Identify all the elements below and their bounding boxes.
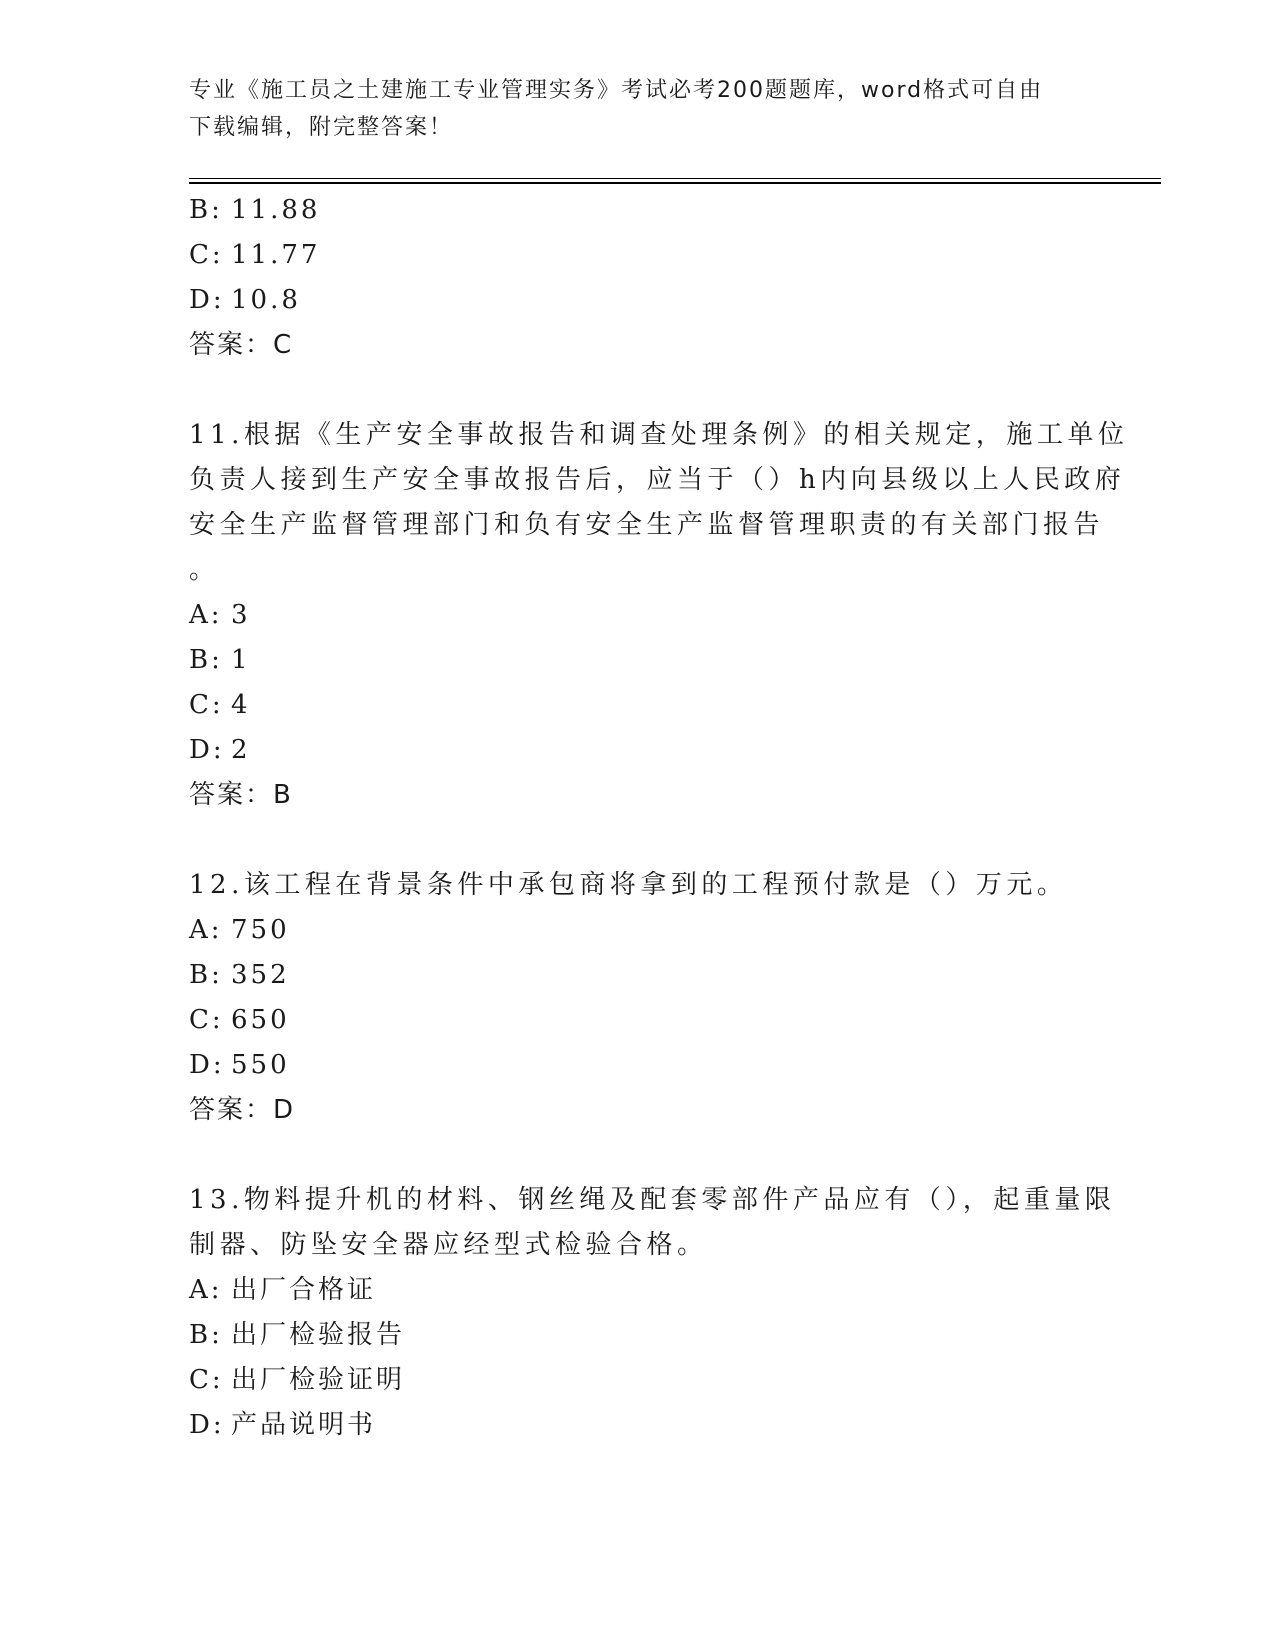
option-key: C: xyxy=(189,240,224,270)
q13-option-d xyxy=(189,1408,376,1442)
q11-stem-line-3: 安全生产监督管理部门和负有安全生产监督管理职责的有关部门报告 xyxy=(189,510,1105,540)
q12-option-c xyxy=(189,1003,290,1037)
option-key: D: xyxy=(189,735,225,765)
option-key: A: xyxy=(189,600,223,630)
option-text: 11.88 xyxy=(231,195,321,225)
q11-option-c xyxy=(189,688,251,722)
header-line-2: 下载编辑，附完整答案！ xyxy=(189,115,454,140)
q13-option-b xyxy=(189,1318,405,1352)
option-key: D: xyxy=(189,1050,225,1080)
header-line-1: 专业《施工员之土建施工专业管理实务》考试必考200题题库，word格式可自由 xyxy=(189,78,1044,103)
option-text: 出厂合格证 xyxy=(231,1275,377,1305)
option-key: B: xyxy=(189,195,223,225)
q10-option-d xyxy=(189,283,301,317)
option-key: D: xyxy=(189,285,225,315)
option-text: 11.77 xyxy=(231,240,321,270)
option-key: D: xyxy=(189,1410,225,1440)
q13-option-a xyxy=(189,1273,376,1307)
q13-stem-line-1: 13.物料提升机的材料、钢丝绳及配套零部件产品应有（），起重量限 xyxy=(189,1185,1116,1215)
option-key: C: xyxy=(189,1365,224,1395)
q12-stem-line-1: 12.该工程在背景条件中承包商将拿到的工程预付款是（）万元。 xyxy=(189,870,1068,900)
q12-option-b xyxy=(189,958,290,992)
option-text: 出厂检验报告 xyxy=(231,1320,406,1350)
option-key: C: xyxy=(189,690,224,720)
option-text: 650 xyxy=(231,1005,290,1035)
option-text: 550 xyxy=(231,1050,290,1080)
header-divider-thin xyxy=(189,178,1161,179)
option-key: B: xyxy=(189,960,223,990)
q11-stem-line-4: 。 xyxy=(189,555,220,585)
q11-stem-line-1: 11.根据《生产安全事故报告和调查处理条例》的相关规定，施工单位 xyxy=(189,420,1129,450)
q13-option-c xyxy=(189,1363,405,1397)
option-text: 2 xyxy=(231,735,251,765)
q12-option-d xyxy=(189,1048,290,1082)
header-divider-thick xyxy=(189,182,1161,184)
option-text: 750 xyxy=(231,915,290,945)
q11-stem-line-2: 负责人接到生产安全事故报告后，应当于（）h内向县级以上人民政府 xyxy=(189,465,1126,495)
option-text: 出厂检验证明 xyxy=(231,1365,406,1395)
option-text: 1 xyxy=(231,645,251,675)
q12-option-a xyxy=(189,913,290,947)
option-text: 产品说明书 xyxy=(231,1410,377,1440)
q10-answer: 答案：C xyxy=(189,330,294,360)
option-key: B: xyxy=(189,645,223,675)
q11-option-d xyxy=(189,733,251,767)
option-text: 10.8 xyxy=(231,285,301,315)
option-text: 4 xyxy=(231,690,251,720)
option-key: A: xyxy=(189,915,223,945)
option-text: 3 xyxy=(231,600,251,630)
q10-option-c xyxy=(189,238,320,272)
q11-option-b xyxy=(189,643,251,677)
q10-option-b xyxy=(189,193,320,227)
q11-option-a xyxy=(189,598,251,632)
option-key: A: xyxy=(189,1275,223,1305)
q13-stem-line-2: 制器、防坠安全器应经型式检验合格。 xyxy=(189,1230,708,1260)
document-header xyxy=(189,72,1089,146)
q11-answer: 答案：B xyxy=(189,780,293,810)
q12-answer: 答案：D xyxy=(189,1095,296,1125)
option-text: 352 xyxy=(231,960,290,990)
option-key: B: xyxy=(189,1320,223,1350)
option-key: C: xyxy=(189,1005,224,1035)
